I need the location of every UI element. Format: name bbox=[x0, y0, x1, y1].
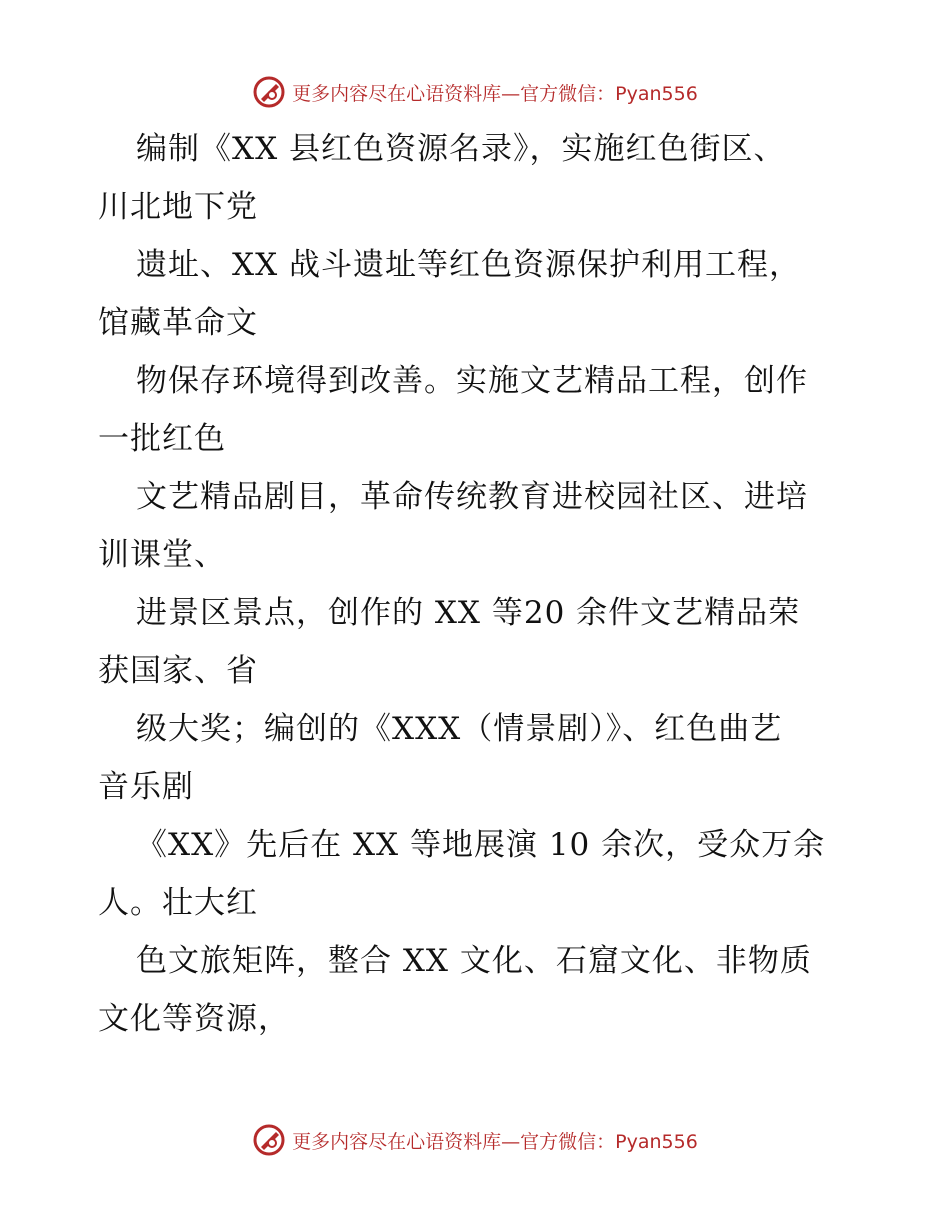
body-line: 编制《XX 县红色资源名录》，实施红色街区、 bbox=[136, 131, 786, 167]
body-line: 人。壮大红 bbox=[98, 885, 258, 921]
document-body bbox=[98, 120, 858, 1048]
header-site-text bbox=[292, 79, 698, 106]
header-banner bbox=[0, 72, 950, 112]
header-site-name: 更多内容尽在心语资料库 bbox=[292, 82, 502, 105]
body-line: 音乐剧 bbox=[98, 769, 194, 805]
body-line: 获国家、省 bbox=[98, 653, 258, 689]
body-line: 进景区景点，创作的 XX 等20 余件文艺精品荣 bbox=[136, 595, 801, 631]
footer-banner bbox=[0, 1120, 950, 1160]
footer-site-text bbox=[292, 1127, 698, 1154]
logo-icon bbox=[252, 1123, 286, 1157]
body-line: 色文旅矩阵，整合 XX 文化、石窟文化、非物质 bbox=[136, 943, 812, 979]
body-line: 文化等资源， bbox=[98, 1001, 290, 1037]
header-wechat: 官方微信：Pyan556 bbox=[520, 82, 698, 105]
body-line: 川北地下党 bbox=[98, 189, 258, 225]
logo-icon bbox=[252, 75, 286, 109]
body-line: 一批红色 bbox=[98, 421, 226, 457]
body-line: 级大奖；编创的《XXX（情景剧）》、红色曲艺 bbox=[136, 711, 783, 747]
body-line: 《XX》先后在 XX 等地展演 10 余次，受众万余 bbox=[136, 827, 826, 863]
footer-wechat: 官方微信：Pyan556 bbox=[520, 1130, 698, 1153]
body-line: 文艺精品剧目，革命传统教育进校园社区、进培 bbox=[136, 479, 808, 515]
body-line: 馆藏革命文 bbox=[98, 305, 258, 341]
footer-dash: — bbox=[501, 1130, 521, 1153]
body-line: 物保存环境得到改善。实施文艺精品工程，创作 bbox=[136, 363, 808, 399]
body-line: 遗址、XX 战斗遗址等红色资源保护利用工程， bbox=[136, 247, 801, 283]
footer-site-name: 更多内容尽在心语资料库 bbox=[292, 1130, 502, 1153]
body-line: 训课堂、 bbox=[98, 537, 226, 573]
header-dash: — bbox=[501, 82, 521, 105]
